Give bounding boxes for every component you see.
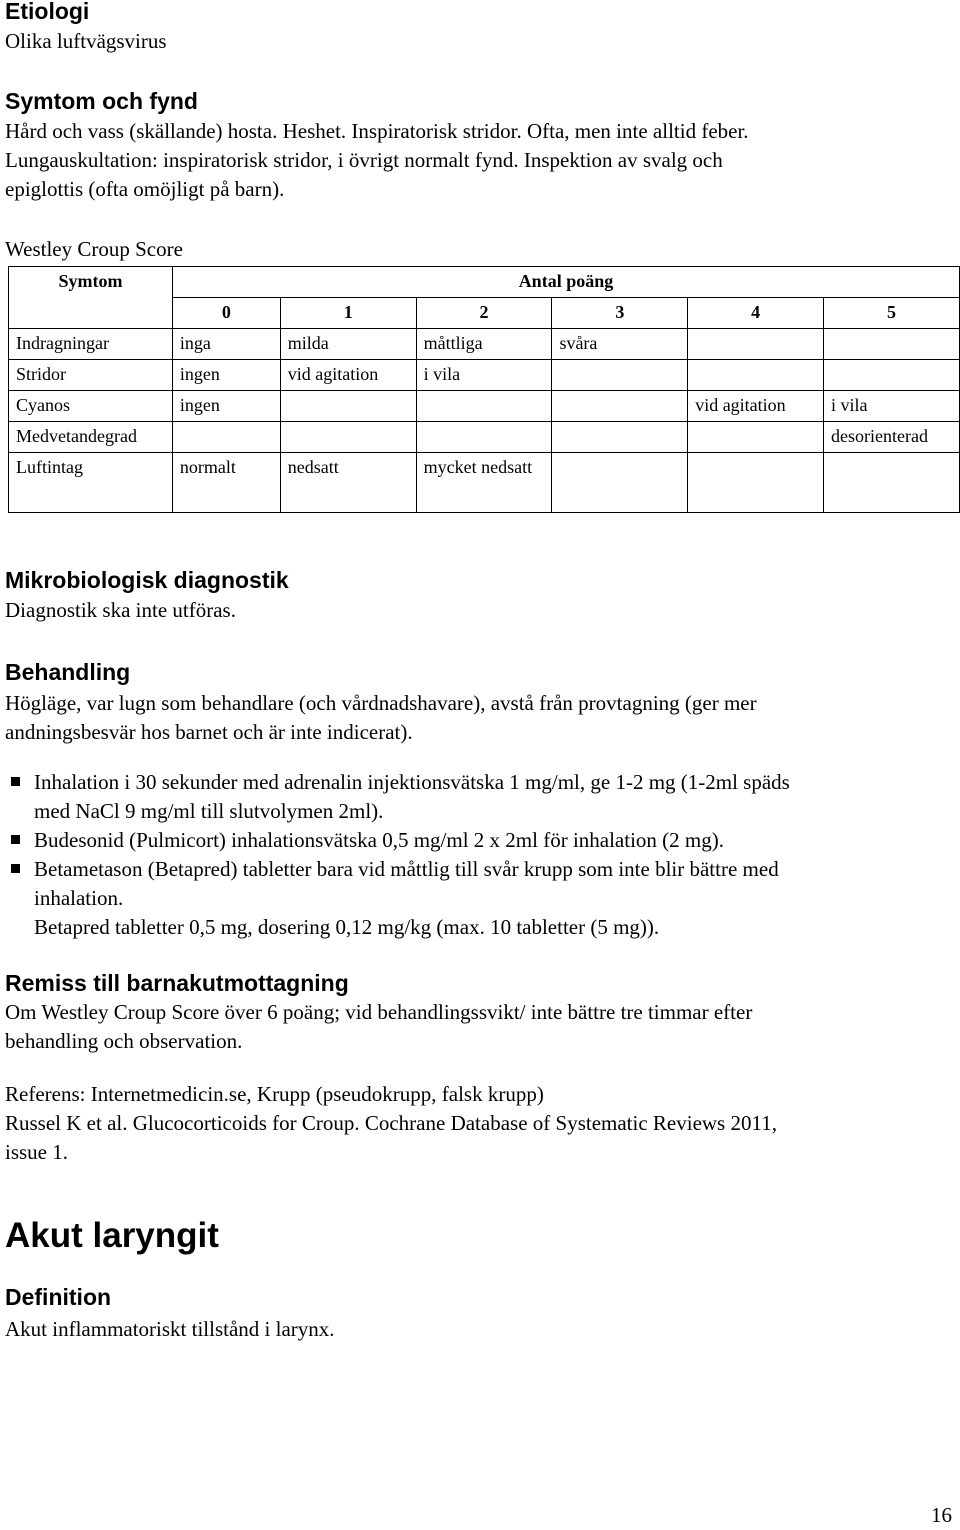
points-3: 3 [552,298,688,329]
table-cell: i vila [824,391,960,422]
symtom-line-2: Lungauskultation: inspiratorisk stridor, i övrigt normalt fynd. Inspektion av svalg och [5,148,723,172]
row-label: Medvetandegrad [9,422,173,453]
etiologi-heading: Etiologi [5,0,90,24]
list-item-line: Budesonid (Pulmicort) inhalationsvätska 0,5 mg/ml 2 x 2ml för inhalation (2 mg). [34,828,724,852]
table-cell [552,453,688,513]
table-row [9,422,960,453]
table-cell: desorienterad [824,422,960,453]
table-cell [824,360,960,391]
mikro-text: Diagnostik ska inte utföras. [5,598,236,622]
table-cell: vid agitation [280,360,416,391]
remiss-heading: Remiss till barnakutmottagning [5,970,349,996]
table-cell: normalt [172,453,280,513]
symtom-line-3: epiglottis (ofta omöjligt på barn). [5,177,285,201]
table-cell [824,453,960,513]
list-item [5,855,940,913]
referens-section [5,1080,940,1167]
remiss-line-1: Om Westley Croup Score över 6 poäng; vid behandlingssvikt/ inte bättre tre timmar efter [5,1000,753,1024]
table-points-row [9,298,960,329]
behandling-heading: Behandling [5,659,131,685]
table-header-row [9,267,960,298]
list-item-line: med NaCl 9 mg/ml till slutvolymen 2ml). [34,799,384,823]
header-antal-poang: Antal poäng [172,267,959,298]
score-caption: Westley Croup Score [5,237,183,261]
list-item-line: Betametason (Betapred) tabletter bara vid måttlig till svår krupp som inte blir bättre med [34,857,779,881]
behandling-line-1: Högläge, var lugn som behandlare (och vårdnadshavare), avstå från provtagning (ger mer [5,691,757,715]
list-item-line: inhalation. [34,886,124,910]
table-cell [280,422,416,453]
etiologi-section [5,0,940,56]
table-cell: i vila [416,360,552,391]
symtom-section [5,88,940,204]
westley-croup-score-table [8,266,960,513]
table-cell [280,391,416,422]
remiss-line-2: behandling och observation. [5,1029,243,1053]
empty-cell [9,298,173,329]
table-cell [552,422,688,453]
referens-line-1: Referens: Internetmedicin.se, Krupp (pseudokrupp, falsk krupp) [5,1082,544,1106]
etiologi-text: Olika luftvägsvirus [5,29,167,53]
list-item [5,826,940,855]
table-cell: måttliga [416,329,552,360]
list-item [5,768,940,826]
table-cell [688,453,824,513]
mikro-section [5,567,940,625]
symtom-heading: Symtom och fynd [5,88,198,114]
table-cell [552,391,688,422]
table-cell [416,391,552,422]
table-cell: ingen [172,360,280,391]
row-label: Cyanos [9,391,173,422]
behandling-line-2: andningsbesvär hos barnet och är inte indicerat). [5,720,413,744]
page-number: 16 [931,1503,952,1527]
header-symtom: Symtom [9,267,173,298]
table-row [9,391,960,422]
table-row [9,360,960,391]
mikro-heading: Mikrobiologisk diagnostik [5,567,289,593]
list-item [5,913,940,942]
symtom-line-1: Hård och vass (skällande) hosta. Heshet. Inspiratorisk stridor. Ofta, men inte alltid feber. [5,119,749,143]
referens-line-2: Russel K et al. Glucocorticoids for Croup. Cochrane Database of Systematic Reviews 2011, [5,1111,777,1135]
definition-section [5,1284,940,1344]
row-label: Luftintag [9,453,173,513]
behandling-section [5,659,940,942]
list-item-line: Inhalation i 30 sekunder med adrenalin injektionsvätska 1 mg/ml, ge 1-2 mg (1-2ml späds [34,770,790,794]
definition-text: Akut inflammatoriskt tillstånd i larynx. [5,1317,335,1341]
remiss-section [5,970,940,1056]
treatment-list [5,768,940,942]
list-item-line: Betapred tabletter 0,5 mg, dosering 0,12 mg/kg (max. 10 tabletter (5 mg)). [34,915,660,939]
table-cell [416,422,552,453]
table-cell: svåra [552,329,688,360]
table-cell [824,329,960,360]
laryngit-title: Akut laryngit [5,1216,219,1255]
table-cell: vid agitation [688,391,824,422]
referens-line-3: issue 1. [5,1140,68,1164]
points-2: 2 [416,298,552,329]
table-cell: nedsatt [280,453,416,513]
table-cell [688,360,824,391]
table-cell: inga [172,329,280,360]
table-row [9,329,960,360]
table-cell [688,422,824,453]
points-0: 0 [172,298,280,329]
table-cell: mycket nedsatt [416,453,552,513]
table-row [9,453,960,513]
definition-heading: Definition [5,1284,112,1310]
table-cell [552,360,688,391]
row-label: Stridor [9,360,173,391]
table-cell [688,329,824,360]
points-1: 1 [280,298,416,329]
table-cell: milda [280,329,416,360]
row-label: Indragningar [9,329,173,360]
table-cell [172,422,280,453]
points-5: 5 [824,298,960,329]
table-cell: ingen [172,391,280,422]
points-4: 4 [688,298,824,329]
